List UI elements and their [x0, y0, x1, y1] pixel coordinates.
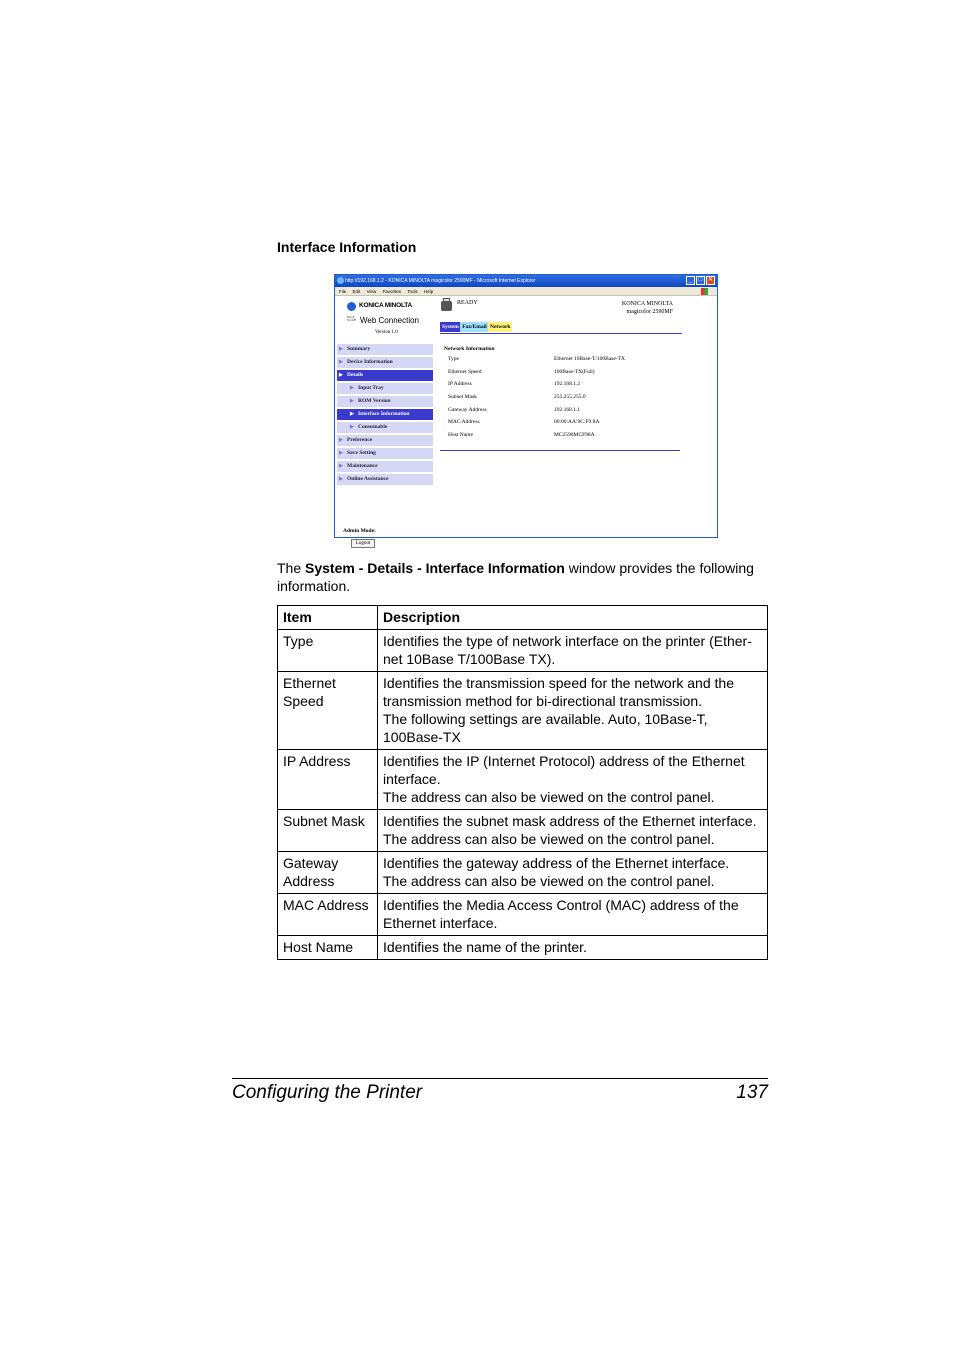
arrow-icon: ▶	[339, 373, 343, 378]
logout-button[interactable]: Logout	[351, 539, 375, 548]
description-text: Identifies the IP (Internet Protocol) address of the Ethernet interface.	[383, 753, 745, 787]
row-item: Subnet Mask	[278, 810, 378, 852]
web-connection-page	[335, 297, 717, 546]
printer-status: READY	[457, 300, 478, 306]
arrow-icon: ▶	[339, 438, 343, 443]
nav-item-device-information[interactable]	[337, 357, 433, 368]
info-label: Type	[448, 356, 459, 362]
menu-help[interactable]: Help	[423, 289, 434, 294]
tab-system[interactable]: System	[442, 324, 459, 330]
intro-window-path: System - Details - Interface Information	[305, 560, 565, 576]
info-value: 00:00:AA:9C:F9:8A	[554, 419, 600, 426]
intro-paragraph	[277, 559, 769, 595]
description-text: Identifies the transmission speed for the network and the transmission method for bi-directional transmission.	[383, 675, 734, 709]
row-item: IP Address	[278, 750, 378, 810]
row-item: Type	[278, 630, 378, 672]
nav-item-input-tray[interactable]	[337, 383, 433, 394]
row-description	[378, 936, 768, 960]
row-description	[378, 852, 768, 894]
nav-item-details[interactable]	[337, 370, 433, 381]
description-text: Identifies the type of network interface on the printer (Ether-net 10Base T/100Base TX).	[383, 633, 752, 667]
nav-item-online-assistance[interactable]	[337, 474, 433, 485]
section-heading: Interface Information	[277, 239, 417, 255]
table-row	[278, 852, 768, 894]
menu-view[interactable]: View	[366, 289, 377, 294]
info-label: Subnet Mask	[448, 394, 477, 401]
sidebar-nav	[337, 344, 433, 487]
arrow-icon: ▶	[350, 386, 354, 391]
network-information-table	[448, 356, 678, 445]
info-row-ip-address	[448, 381, 678, 394]
info-row-type	[448, 356, 678, 369]
nav-item-rom-version[interactable]	[337, 396, 433, 407]
description-text: Identifies the gateway address of the Ethernet interface.	[383, 855, 730, 871]
row-item: Gateway Address	[278, 852, 378, 894]
internet-explorer-icon	[337, 277, 344, 284]
description-text: Identifies the name of the printer.	[383, 939, 587, 955]
info-value: Ethernet 10Base-T/100Base-TX	[554, 356, 626, 362]
info-value: 255.255.255.0	[554, 394, 586, 401]
arrow-icon: ▶	[339, 477, 343, 482]
interface-information-table	[277, 605, 768, 960]
nav-item-preference[interactable]	[337, 435, 433, 446]
minimize-button[interactable]: _	[686, 276, 695, 285]
arrow-icon: ▶	[339, 347, 343, 352]
info-value: MC2590MCF98A	[554, 432, 595, 439]
network-information-title: Network Information	[444, 346, 495, 352]
tab-network[interactable]: Network	[490, 324, 511, 330]
info-row-ethernet-speed	[448, 369, 678, 382]
page-number: 137	[736, 1082, 768, 1103]
row-description	[378, 750, 768, 810]
brand-block	[622, 300, 673, 316]
browser-screenshot	[334, 274, 718, 546]
brand-name: KONICA MINOLTA	[621, 301, 673, 307]
nav-label: Save Setting	[347, 450, 376, 456]
close-button[interactable]: ✕	[707, 277, 714, 283]
menu-favorites[interactable]: Favorites	[382, 289, 402, 294]
footer-divider	[232, 1078, 768, 1079]
konica-minolta-logo: KONICA MINOLTA	[359, 302, 413, 309]
row-description	[378, 672, 768, 750]
footer-chapter-title: Configuring the Printer	[232, 1082, 423, 1103]
info-label: Gateway Address	[448, 406, 487, 413]
nav-label: Preference	[347, 437, 373, 443]
model-name: magicolor 2590MF	[626, 309, 673, 315]
arrow-icon: ▶	[350, 425, 354, 430]
description-text: Identifies the subnet mask address of the Ethernet interface.	[383, 813, 757, 829]
nav-label: Maintenance	[347, 463, 378, 469]
row-item: Host Name	[278, 936, 378, 960]
arrow-icon: ▶	[339, 360, 343, 365]
description-text: Identifies the Media Access Control (MAC) address of the Ethernet interface.	[383, 897, 739, 931]
info-value: 192.168.1.1	[554, 406, 581, 413]
description-text: The address can also be viewed on the control panel.	[383, 831, 715, 847]
table-header-row	[278, 606, 768, 630]
table-row	[278, 672, 768, 750]
nav-label: Consumable	[358, 424, 388, 430]
menu-file[interactable]: File	[339, 289, 347, 294]
info-value: 192.168.1.2	[554, 381, 581, 388]
nav-label: Details	[347, 372, 364, 378]
nav-item-summary[interactable]	[337, 344, 433, 355]
column-header-item: Item	[278, 606, 378, 630]
nav-item-interface-information[interactable]	[337, 409, 433, 420]
info-label: MAC Address	[448, 419, 480, 426]
nav-label: ROM Version	[358, 398, 391, 404]
info-row-host-name	[448, 432, 678, 445]
info-row-subnet-mask	[448, 394, 678, 407]
intro-prefix: The	[277, 560, 306, 576]
pagescope-logo: PAGE SCOPE	[347, 315, 357, 322]
intro-suffix: window provides the following information.	[277, 560, 754, 594]
browser-title: http://192.168.1.2 - KONICA MINOLTA magicolor 2590MF - Microsoft Internet Explorer	[345, 278, 536, 284]
arrow-icon: ▶	[350, 399, 354, 404]
maximize-button[interactable]: □	[696, 276, 705, 285]
row-item: Ethernet Speed	[278, 672, 378, 750]
konica-minolta-logo-icon	[347, 302, 356, 311]
info-label: Host Name	[448, 432, 473, 439]
browser-title-bar	[335, 275, 717, 287]
table-row	[278, 810, 768, 852]
table-row	[278, 750, 768, 810]
row-description	[378, 810, 768, 852]
description-text: The following settings are available. Auto, 10Base-T, 100Base-TX	[383, 711, 708, 745]
printer-icon	[441, 301, 452, 311]
menu-edit[interactable]: Edit	[352, 289, 361, 294]
row-item: MAC Address	[278, 894, 378, 936]
nav-label: Summary	[347, 346, 371, 352]
table-row	[278, 894, 768, 936]
arrow-icon: ▶	[339, 451, 343, 456]
divider	[440, 333, 682, 334]
description-text: The address can also be viewed on the control panel.	[383, 873, 715, 889]
info-label: IP Address	[448, 381, 472, 388]
nav-label: Online Assistance	[347, 476, 389, 482]
version-label: Version 1.0	[375, 330, 398, 335]
column-header-description: Description	[378, 606, 768, 630]
table-row	[278, 936, 768, 960]
nav-item-consumable[interactable]	[337, 422, 433, 433]
nav-item-save-setting[interactable]	[337, 448, 433, 459]
menu-tools[interactable]: Tools	[407, 289, 418, 294]
info-row-gateway-address	[448, 407, 678, 420]
web-connection-title: Web Connection	[360, 316, 419, 325]
divider	[440, 450, 680, 451]
table-row	[278, 630, 768, 672]
info-value: 100Base-TX(Full)	[554, 368, 595, 375]
arrow-icon: ▶	[350, 412, 354, 417]
top-tabs	[440, 322, 510, 332]
tab-fax-email[interactable]: Fax/Email	[462, 324, 487, 330]
nav-label: Input Tray	[358, 385, 384, 391]
nav-item-maintenance[interactable]	[337, 461, 433, 472]
nav-label: Interface Information	[358, 411, 410, 417]
browser-menu-bar	[335, 287, 717, 296]
windows-logo-icon	[701, 288, 708, 295]
nav-label: Device Information	[347, 359, 393, 365]
arrow-icon: ▶	[339, 464, 343, 469]
row-description	[378, 894, 768, 936]
description-text: The address can also be viewed on the control panel.	[383, 789, 715, 805]
info-label: Ethernet Speed	[448, 368, 482, 375]
row-description	[378, 630, 768, 672]
info-row-mac-address	[448, 419, 678, 432]
admin-mode-label: Admin Mode:	[343, 528, 376, 534]
